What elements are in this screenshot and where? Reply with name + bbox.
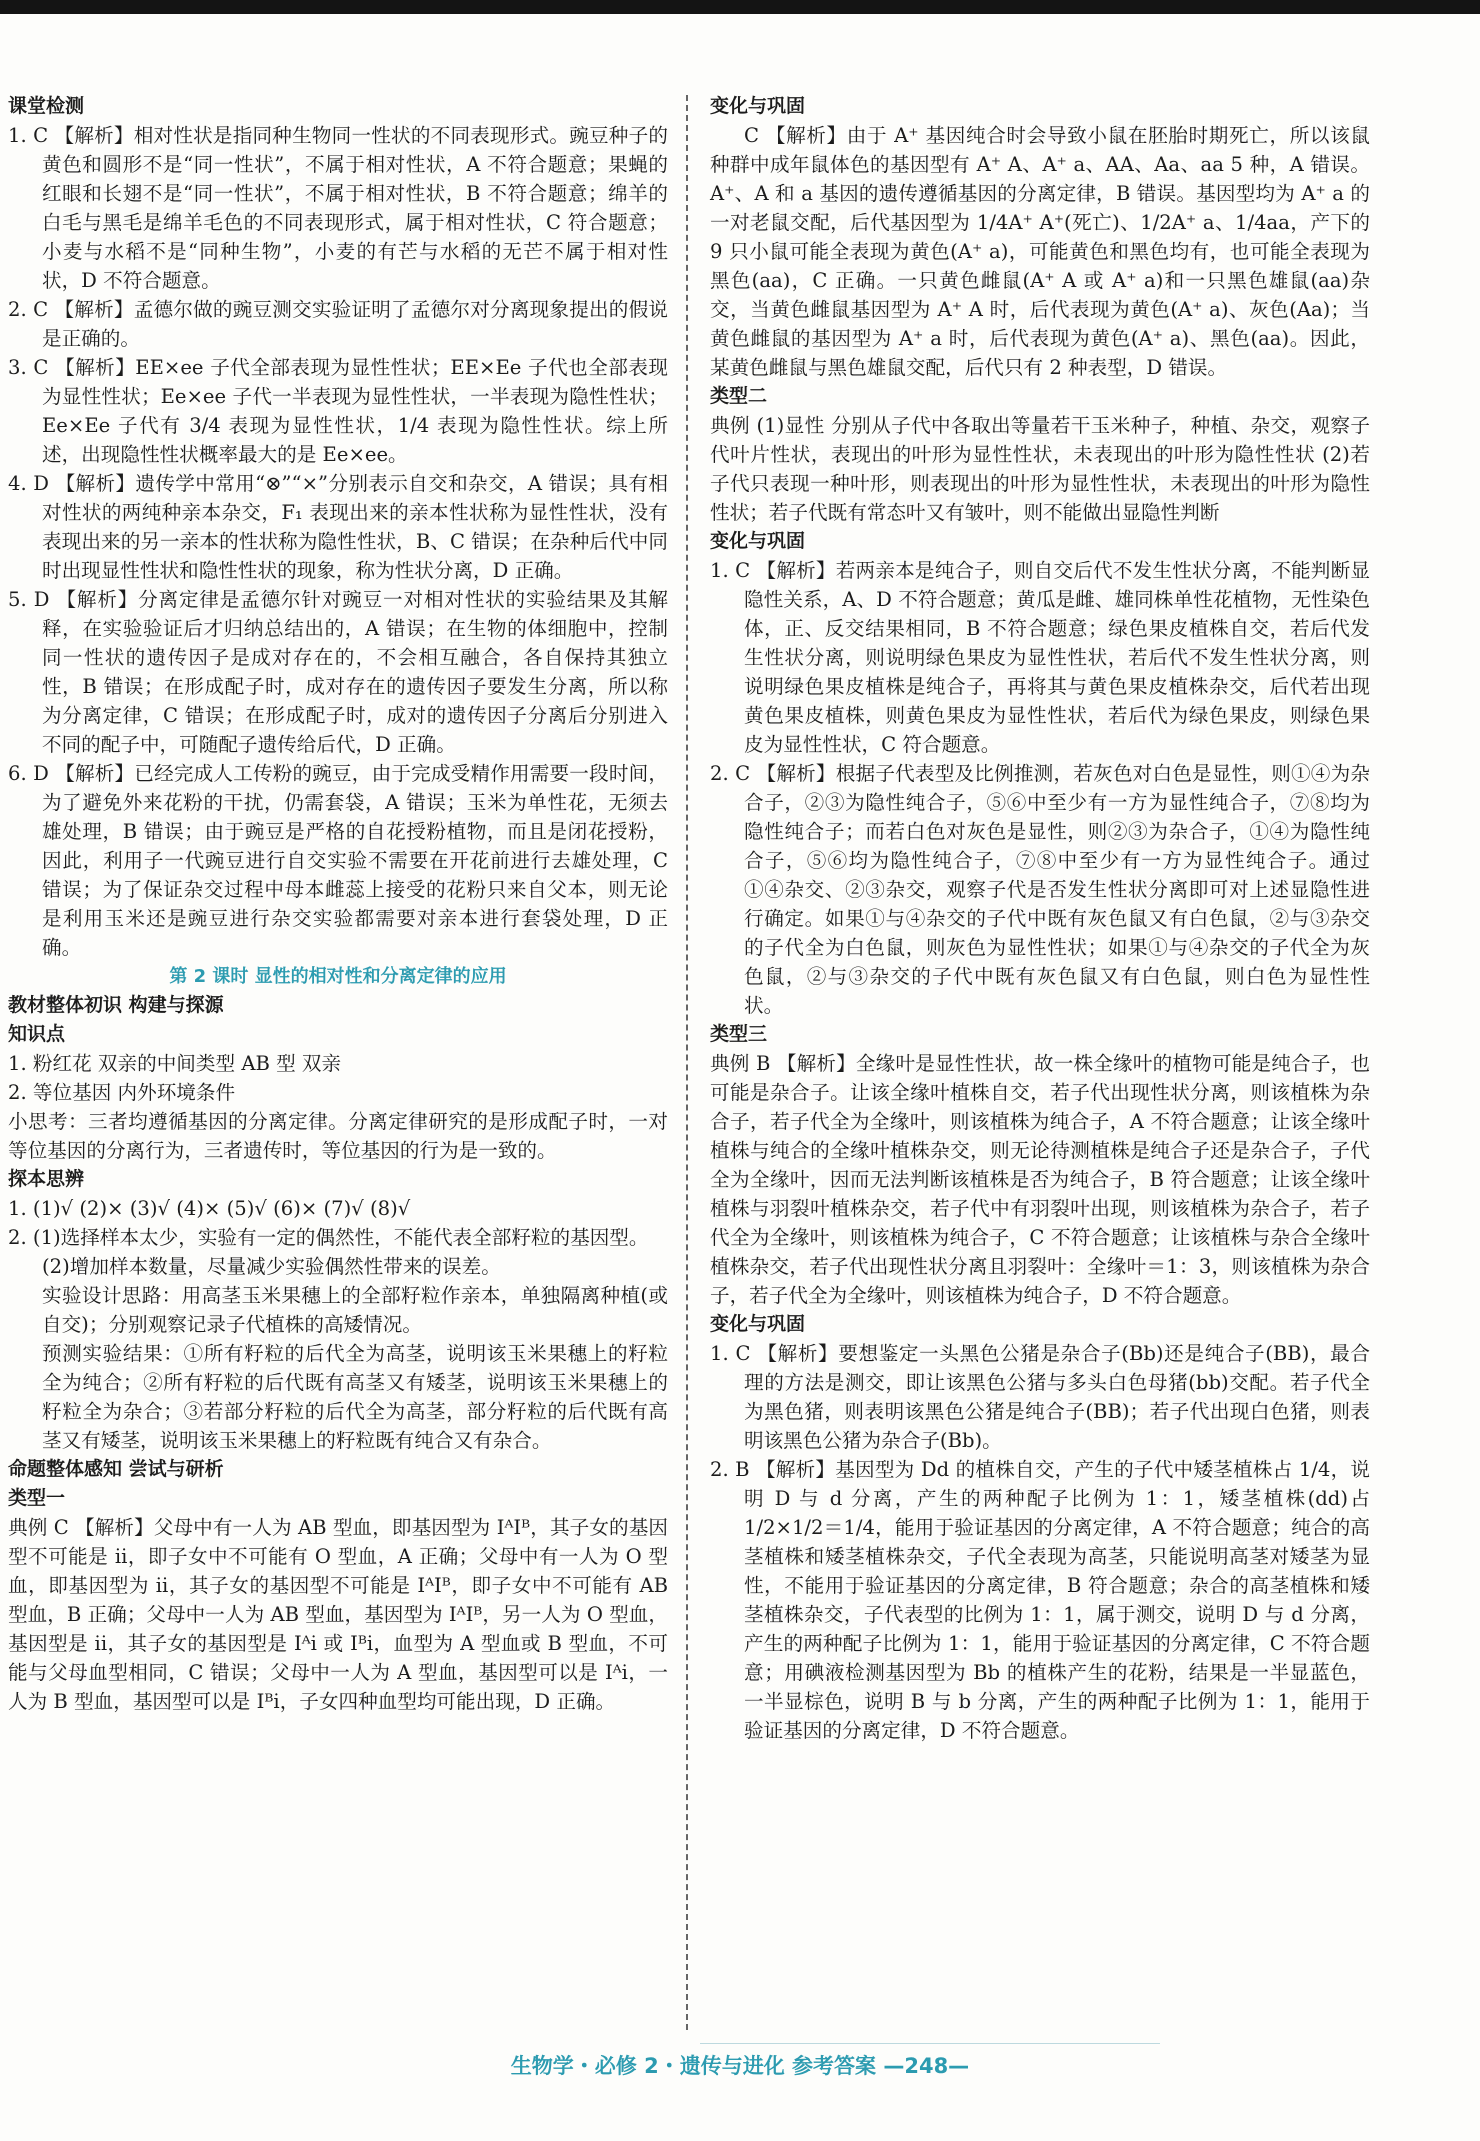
right-block-10: 1. C 【解析】要想鉴定一头黑色公猪是杂合子(Bb)还是纯合子(BB)，最合理的方法是测交，即让该黑色公猪与多头白色母猪(bb)交配。若子代全为黑色猪，则表明该黑色公猪是纯合子(BB)；若子代出现白色猪，则表明该黑色公猪为杂合子(Bb)。 [710, 1342, 1370, 1452]
left-block-20: 类型一 [8, 1487, 66, 1509]
page-footer: 生物学・必修 2・遗传与进化 参考答案 —248— [510, 2054, 970, 2078]
left-block-3: 3. C 【解析】EE×ee 子代全部表现为显性性状；EE×Ee 子代也全部表现为显性性状；Ee×ee 子代一半表现为显性性状，一半表现为隐性性状；Ee×Ee 子代有 3/4 表现为显性性状，1/4 表现为隐性性状。综上所述，出现隐性性状概率最大的是 Ee×ee。 [8, 356, 668, 466]
left-block-17: 实验设计思路：用高茎玉米果穗上的全部籽粒作亲本，单独隔离种植(或自交)；分别观察记录子代植株的高矮情况。 [42, 1284, 668, 1336]
right-block-8: 典例 B 【解析】全缘叶是显性性状，故一株全缘叶的植物可能是纯合子，也可能是杂合子。让该全缘叶植株自交，若子代出现性状分离，则该植株为杂合子，若子代全为全缘叶，则该植株为纯合子，A 不符合题意；让该全缘叶植株与纯合的全缘叶植株杂交，则无论待测植株是纯合子还是杂合子，子代全为全缘叶，因而无法判断该植株是否为纯合子，B 符合题意；让该全缘叶植株与羽裂叶植株杂交，若子代中有羽裂叶出现，则该植株为杂合子，若子代全为全缘叶，则该植株为纯合子，C 不符合题意；让该植株与杂合全缘叶植株杂交，若子代出现性状分离且羽裂叶：全缘叶＝1：3，则该植株为杂合子，若子代全为全缘叶，则该植株为纯合子，D 不符合题意。 [710, 1052, 1370, 1307]
left-block-9: 知识点 [8, 1023, 66, 1045]
left-block-11: 2. 等位基因 内外环境条件 [8, 1081, 236, 1104]
left-block-12: 小思考：三者均遵循基因的分离定律。分离定律研究的是形成配子时，一对等位基因的分离行为，三者遗传时，等位基因的行为是一致的。 [8, 1110, 668, 1162]
left-block-15: 2. (1)选择样本太少，实验有一定的偶然性，不能代表全部籽粒的基因型。 [8, 1226, 649, 1249]
footer-rule [700, 2043, 1160, 2044]
left-block-2: 2. C 【解析】孟德尔做的豌豆测交实验证明了孟德尔对分离现象提出的假说是正确的。 [8, 298, 668, 350]
column-divider [686, 95, 688, 2030]
left-block-10: 1. 粉红花 双亲的中间类型 AB 型 双亲 [8, 1052, 342, 1075]
right-block-6: 2. C 【解析】根据子代表型及比例推测，若灰色对白色是显性，则①④为杂合子，②③为隐性纯合子，⑤⑥中至少有一方为显性纯合子，⑦⑧均为隐性纯合子；而若白色对灰色是显性，则②③为杂合子，①④为隐性纯合子，⑤⑥均为隐性纯合子，⑦⑧中至少有一方为显性纯合子。通过①④杂交、②③杂交，观察子代是否发生性状分离即可对上述显隐性进行确定。如果①与④杂交的子代中既有灰色鼠又有白色鼠，②与③杂交的子代全为白色鼠，则灰色为显性性状；如果①与④杂交的子代全为灰色鼠，②与③杂交的子代中既有灰色鼠又有白色鼠，则白色为显性性状。 [710, 762, 1370, 1017]
left-block-0: 课堂检测 [8, 95, 85, 117]
left-block-1: 1. C 【解析】相对性状是指同种生物同一性状的不同表现形式。豌豆种子的黄色和圆形不是“同一性状”，不属于相对性状，A 不符合题意；果蝇的红眼和长翅不是“同一性状”，不属于相对性状，B 不符合题意；绵羊的白毛与黑毛是绵羊毛色的不同表现形式，属于相对性状，C 符合题意；小麦与水稻不是“同种生物”，小麦的有芒与水稻的无芒不属于相对性状，D 不符合题意。 [8, 124, 668, 292]
right-block-4: 变化与巩固 [710, 530, 806, 552]
scan-top-border [0, 0, 1480, 14]
left-block-21: 典例 C 【解析】父母中有一人为 AB 型血，即基因型为 IᴬIᴮ，其子女的基因型不可能是 ii，即子女中不可能有 O 型血，A 正确；父母中有一人为 O 型血，即基因型为 ii，其子女的基因型不可能是 IᴬIᴮ，即子女中不可能有 AB 型血，B 正确；父母中一人为 AB 型血，基因型为 IᴬIᴮ，另一人为 O 型血，基因型是 ii，其子女的基因型是 Iᴬi 或 Iᴮi，血型为 A 型血或 B 型血，不可能与父母血型相同，C 错误；父母中一人为 A 型血，基因型可以是 Iᴬi，一人为 B 型血，基因型可以是 Iᴮi，子女四种血型均可能出现，D 正确。 [8, 1516, 668, 1713]
left-block-6: 6. D 【解析】已经完成人工传粉的豌豆，由于完成受精作用需要一段时间，为了避免外来花粉的干扰，仍需套袋，A 错误；玉米为单性花，无须去雄处理，B 错误；由于豌豆是严格的自花授粉植物，而且是闭花授粉，因此，利用子一代豌豆进行自交实验不需要在开花前进行去雄处理，C 错误；为了保证杂交过程中母本雌蕊上接受的花粉只来自父本，则无论是利用玉米还是豌豆进行杂交实验都需要对亲本进行套袋处理，D 正确。 [8, 762, 668, 959]
right-block-9: 变化与巩固 [710, 1313, 806, 1335]
right-block-0: 变化与巩固 [710, 95, 806, 117]
left-block-13: 探本思辨 [8, 1168, 85, 1190]
right-block-3: 典例 (1)显性 分别从子代中各取出等量若干玉米种子，种植、杂交，观察子代叶片性状，表现出的叶形为显性性状，未表现出的叶形为隐性性状 (2)若子代只表现一种叶形，则表现出的叶形为显性性状，未表现出的叶形为隐性性状；若子代既有常态叶又有皱叶，则不能做出显隐性判断 [710, 414, 1370, 524]
left-block-18: 预测实验结果：①所有籽粒的后代全为高茎，说明该玉米果穗上的籽粒全为纯合；②所有籽粒的后代既有高茎又有矮茎，说明该玉米果穗上的籽粒全为杂合；③若部分籽粒的后代全为高茎，部分籽粒的后代既有高茎又有矮茎，说明该玉米果穗上的籽粒既有纯合又有杂合。 [42, 1342, 668, 1452]
right-block-1: C 【解析】由于 A⁺ 基因纯合时会导致小鼠在胚胎时期死亡，所以该鼠种群中成年鼠体色的基因型有 A⁺ A、A⁺ a、AA、Aa、aa 5 种，A 错误。A⁺、A 和 a 基因的遗传遵循基因的分离定律，B 错误。基因型均为 A⁺ a 的一对老鼠交配，后代基因型为 1/4A⁺ A⁺(死亡)、1/2A⁺ a、1/4aa，产下的 9 只小鼠可能全表现为黄色(A⁺ a)，可能黄色和黑色均有，也可能全表现为黑色(aa)，C 正确。一只黄色雌鼠(A⁺ A 或 A⁺ a)和一只黑色雄鼠(aa)杂交，当黄色雌鼠基因型为 A⁺ A 时，后代表现为黄色(A⁺ a)、灰色(Aa)；当黄色雌鼠的基因型为 A⁺ a 时，后代表现为黄色(A⁺ a)、黑色(aa)。因此，某黄色雌鼠与黑色雄鼠交配，后代只有 2 种表型，D 错误。 [710, 124, 1370, 379]
right-block-11: 2. B 【解析】基因型为 Dd 的植株自交，产生的子代中矮茎植株占 1/4，说明 D 与 d 分离，产生的两种配子比例为 1：1，矮茎植株(dd)占 1/2×1/2＝1/4，能用于验证基因的分离定律，A 不符合题意；纯合的高茎植株和矮茎植株杂交，子代全表现为高茎，只能说明高茎对矮茎为显性，不能用于验证基因的分离定律，B 符合题意；杂合的高茎植株和矮茎植株杂交，子代表型的比例为 1：1，属于测交，说明 D 与 d 分离，产生的两种配子比例为 1：1，能用于验证基因的分离定律，C 不符合题意；用碘液检测基因型为 Bb 的植株产生的花粉，结果是一半显蓝色，一半显棕色，说明 B 与 b 分离，产生的两种配子比例为 1：1，能用于验证基因的分离定律，D 不符合题意。 [710, 1458, 1370, 1742]
left-block-19: 命题整体感知 尝试与研析 [8, 1458, 224, 1480]
left-block-4: 4. D 【解析】遗传学中常用“⊗”“×”分别表示自交和杂交，A 错误；具有相对性状的两纯种亲本杂交，F₁ 表现出来的亲本性状称为显性性状，没有表现出来的另一亲本的性状称为隐性性状，B、C 错误；在杂种后代中同时出现显性性状和隐性性状的现象，称为性状分离，D 正确。 [8, 472, 668, 582]
left-block-16: (2)增加样本数量，尽量减少实验偶然性带来的误差。 [42, 1255, 501, 1278]
left-block-7: 第 2 课时 显性的相对性和分离定律的应用 [169, 966, 507, 987]
right-block-2: 类型二 [710, 385, 768, 407]
left-block-14: 1. (1)√ (2)× (3)√ (4)× (5)√ (6)× (7)√ (8)√ [8, 1197, 411, 1220]
left-column [8, 92, 668, 1716]
right-block-5: 1. C 【解析】若两亲本是纯合子，则自交后代不发生性状分离，不能判断显隐性关系，A、D 不符合题意；黄瓜是雌、雄同株单性花植物，无性染色体，正、反交结果相同，B 不符合题意；绿色果皮植株自交，若后代发生性状分离，则说明绿色果皮为显性性状，若后代不发生性状分离，则说明绿色果皮植株是纯合子，再将其与黄色果皮植株杂交，后代若出现黄色果皮植株，则黄色果皮为显性性状，若后代为绿色果皮，则绿色果皮为显性性状，C 符合题意。 [710, 559, 1370, 756]
left-block-8: 教材整体初识 构建与探源 [8, 994, 224, 1016]
left-block-5: 5. D 【解析】分离定律是孟德尔针对豌豆一对相对性状的实验结果及其解释，在实验验证后才归纳总结出的，A 错误；在生物的体细胞中，控制同一性状的遗传因子是成对存在的，不会相互融合，各自保持其独立性，B 错误；在形成配子时，成对存在的遗传因子要发生分离，所以称为分离定律，C 错误；在形成配子时，成对的遗传因子分离后分别进入不同的配子中，可随配子遗传给后代，D 正确。 [8, 588, 668, 756]
right-block-7: 类型三 [710, 1023, 768, 1045]
right-column [710, 92, 1370, 1745]
